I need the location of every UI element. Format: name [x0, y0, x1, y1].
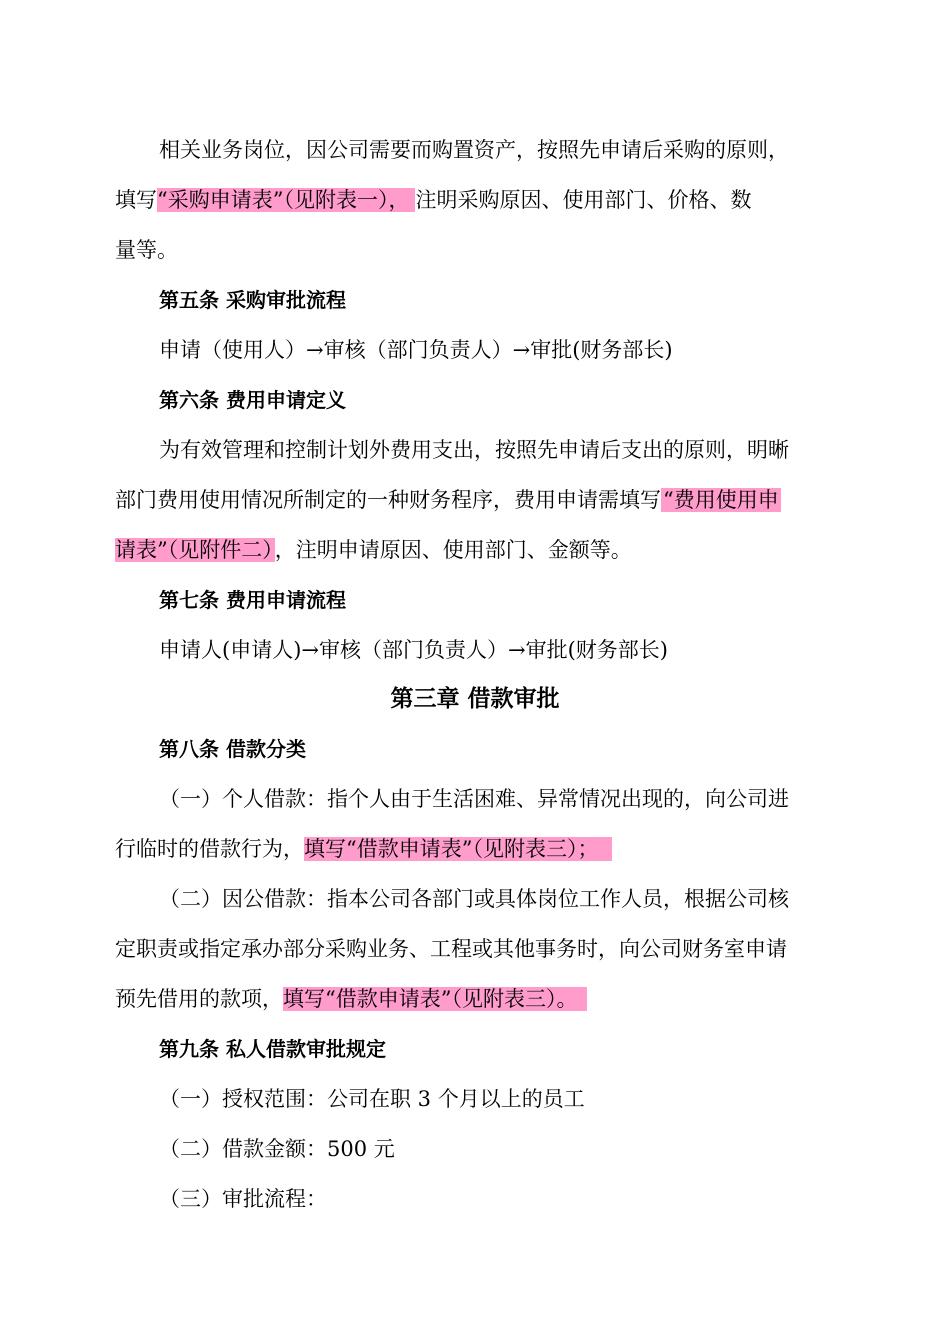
article-heading: 第八条 借款分类 [159, 737, 306, 761]
article-heading: 第六条 费用申请定义 [159, 388, 346, 412]
paragraph-line [115, 485, 781, 515]
paragraph-line: 定职责或指定承办部分采购业务、工程或其他事务时，向公司财务室申请 [115, 937, 787, 961]
flow-text: 申请人(申请人)→审核（部门负责人）→审批(财务部长) [159, 638, 668, 662]
paragraph-line [115, 984, 587, 1014]
flow-text: 申请（使用人）→审核（部门负责人）→审批(财务部长) [159, 338, 673, 362]
text: 行临时的借款行为， [115, 837, 304, 861]
chapter-title: 第三章 借款审批 [390, 686, 560, 712]
highlighted-text: “采购申请表”（见附表一）， [157, 188, 415, 212]
highlighted-text: “费用使用申 [663, 488, 779, 512]
paragraph-line [115, 185, 751, 215]
paragraph-line [115, 834, 612, 864]
text: 填写 [115, 188, 157, 212]
list-item: （三）审批流程： [159, 1187, 327, 1211]
paragraph-line: （一）个人借款：指个人由于生活困难、异常情况出现的，向公司进 [159, 787, 789, 811]
list-item: （一）授权范围：公司在职 3 个月以上的员工 [159, 1087, 585, 1111]
text: ，注明申请原因、使用部门、金额等。 [274, 538, 632, 562]
text: 注明采购原因、使用部门、价格、数 [415, 188, 752, 212]
article-heading: 第九条 私人借款审批规定 [159, 1037, 386, 1061]
article-heading: 第五条 采购审批流程 [159, 288, 346, 312]
text: 预先借用的款项， [115, 987, 283, 1011]
article-heading: 第七条 费用申请流程 [159, 588, 346, 612]
list-item: （二）借款金额：500 元 [159, 1137, 395, 1161]
paragraph-line: （二）因公借款：指本公司各部门或具体岗位工作人员，根据公司核 [159, 887, 789, 911]
highlighted-text: 请表”（见附件二） [115, 538, 273, 562]
paragraph-line: 为有效管理和控制计划外费用支出，按照先申请后支出的原则，明晰 [159, 438, 789, 462]
highlighted-text: 填写“借款申请表”（见附表三）； [304, 837, 612, 861]
text: 部门费用使用情况所制定的一种财务程序，费用申请需填写 [115, 488, 661, 512]
paragraph-line: 量等。 [115, 238, 178, 262]
highlighted-text: 填写“借款申请表”（见附表三）。 [283, 987, 587, 1011]
paragraph-line: 相关业务岗位，因公司需要而购置资产，按照先申请后采购的原则， [159, 138, 789, 162]
paragraph-line [115, 535, 632, 565]
